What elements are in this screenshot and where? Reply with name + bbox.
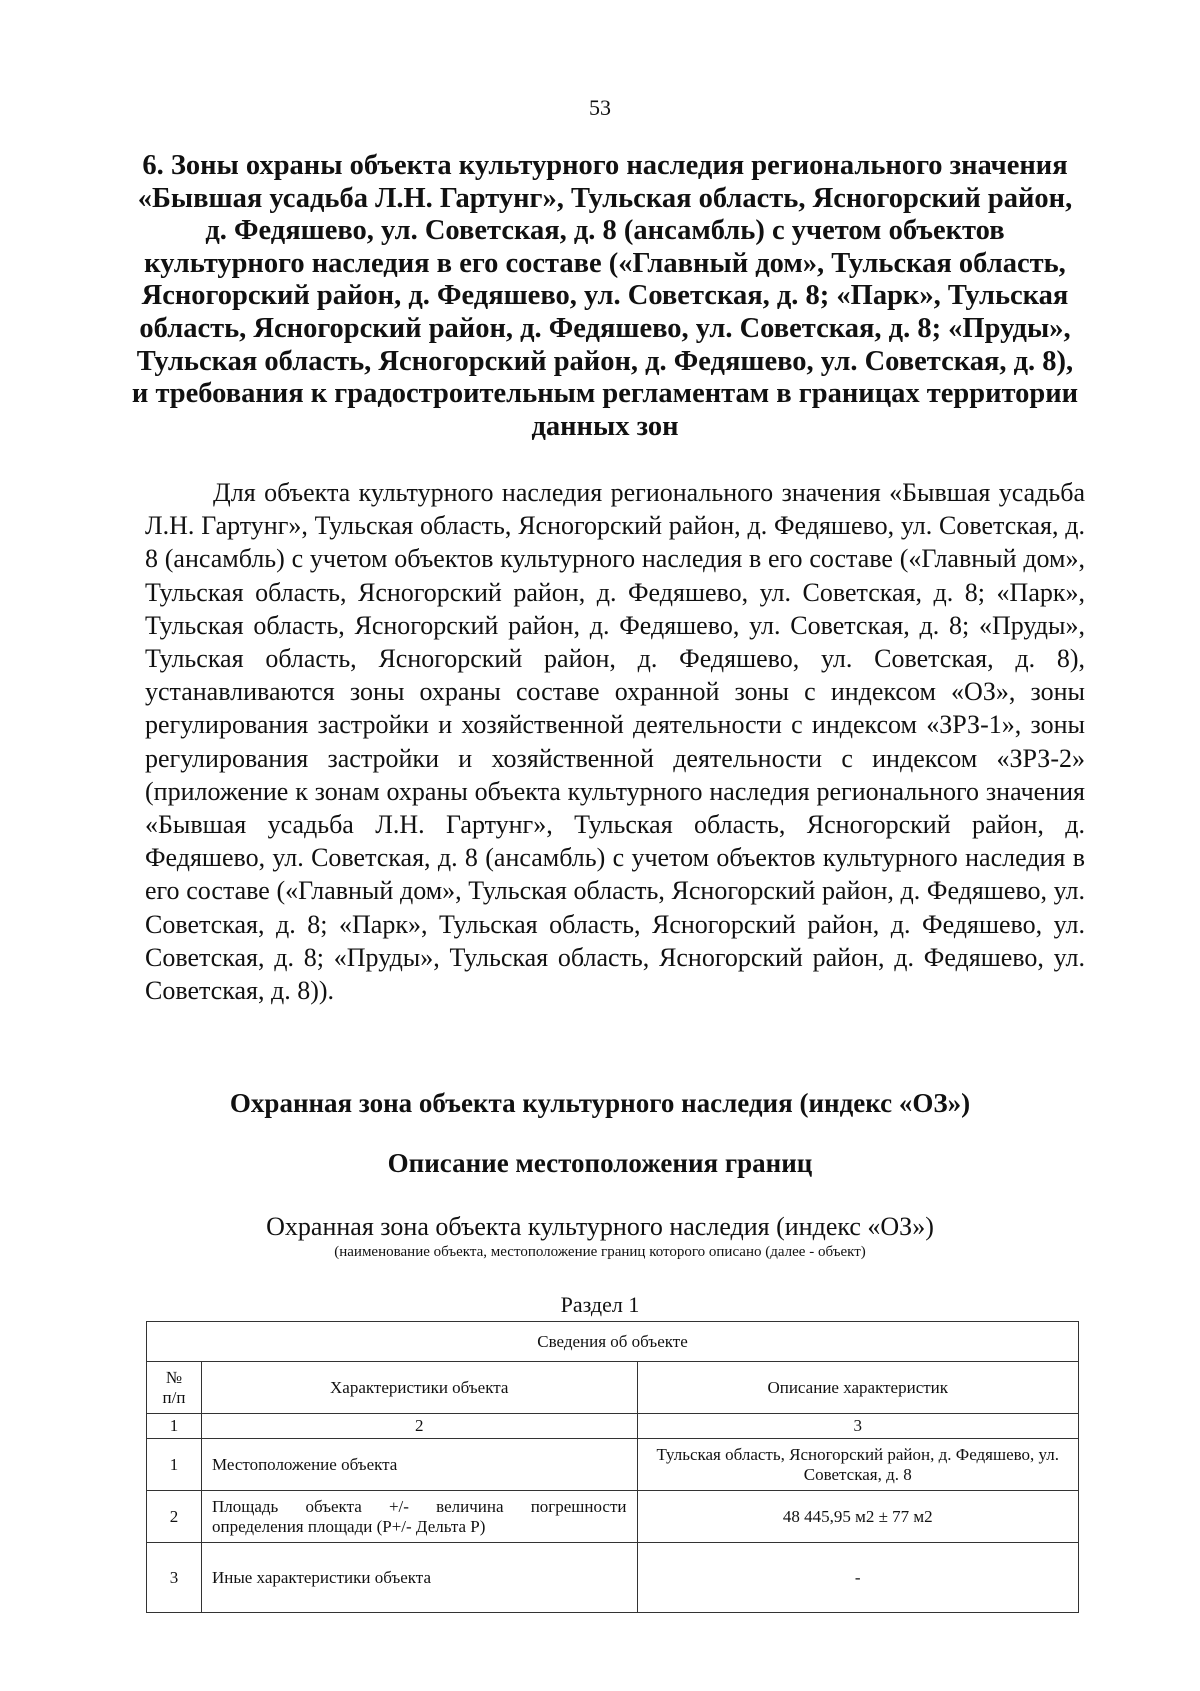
column-number: 1	[147, 1414, 202, 1439]
column-header-number: № п/п	[147, 1362, 202, 1414]
column-number-row	[147, 1414, 1079, 1439]
page-number: 53	[589, 95, 611, 120]
characteristic-name: Площадь объекта +/- величина погрешности определения площади (Р+/- Дельта Р)	[201, 1491, 637, 1543]
column-number: 2	[201, 1414, 637, 1439]
section-label: Раздел 1	[560, 1292, 640, 1317]
table-row	[147, 1439, 1079, 1491]
characteristic-value: 48 445,95 м2 ± 77 м2	[637, 1491, 1079, 1543]
column-header-characteristic: Характеристики объекта	[201, 1362, 637, 1414]
characteristic-name: Местоположение объекта	[201, 1439, 637, 1491]
characteristic-value: Тульская область, Ясногорский район, д. Федяшево, ул. Советская, д. 8	[637, 1439, 1079, 1491]
characteristic-value: -	[637, 1543, 1079, 1613]
table-row	[147, 1491, 1079, 1543]
characteristic-name: Иные характеристики объекта	[201, 1543, 637, 1613]
row-number: 1	[147, 1439, 202, 1491]
section-title: 6. Зоны охраны объекта культурного наследия регионального значения «Бывшая усадьба Л.Н. Гартунг», Тульская область, Ясногорский район, д. Федяшево, ул. Советская, д. 8 (ансамбль) с учетом объектов культурного наследия в его составе («Главный дом», Тульская область, Ясногорский район, д. Федяшево, ул. Советская, д. 8; «Парк», Тульская область, Ясногорский район, д. Федяшево, ул. Советская, д. 8; «Пруды», Тульская область, Ясногорский район, д. Федяшево, ул. Советская, д. 8), и требования к градостроительным регламентам в границах территории данных зон	[131, 150, 1079, 442]
table-row	[147, 1543, 1079, 1613]
table-caption: Сведения об объекте	[147, 1322, 1079, 1362]
row-number: 3	[147, 1543, 202, 1613]
protected-zone-heading: Охранная зона объекта культурного наследия (индекс «ОЗ»)	[229, 1088, 971, 1118]
object-caption: (наименование объекта, местоположение границ которого описано (далее - объект)	[334, 1244, 866, 1260]
table-header-row	[147, 1362, 1079, 1414]
column-header-description: Описание характеристик	[637, 1362, 1079, 1414]
row-number: 2	[147, 1491, 202, 1543]
boundary-description-heading: Описание местоположения границ	[387, 1148, 813, 1178]
object-name: Охранная зона объекта культурного наследия (индекс «ОЗ»)	[266, 1212, 934, 1241]
table-caption-row	[147, 1322, 1079, 1362]
object-info-table	[146, 1321, 1079, 1613]
column-number: 3	[637, 1414, 1079, 1439]
body-paragraph: Для объекта культурного наследия регионального значения «Бывшая усадьба Л.Н. Гартунг», Тульская область, Ясногорский район, д. Федяшево, ул. Советская, д. 8 (ансамбль) с учетом объектов культурного наследия в его составе («Главный дом», Тульская область, Ясногорский район, д. Федяшево, ул. Советская, д. 8; «Парк», Тульская область, Ясногорский район, д. Федяшево, ул. Советская, д. 8; «Пруды», Тульская область, Ясногорский район, д. Федяшево, ул. Советская, д. 8), устанавливаются зоны охраны составе охранной зоны с индексом «ОЗ», зоны регулирования застройки и хозяйственной деятельности с индексом «ЗРЗ-1», зоны регулирования застройки и хозяйственной деятельности с индексом «ЗРЗ-2» (приложение к зонам охраны объекта культурного наследия регионального значения «Бывшая усадьба Л.Н. Гартунг», Тульская область, Ясногорский район, д. Федяшево, ул. Советская, д. 8 (ансамбль) с учетом объектов культурного наследия в его составе («Главный дом», Тульская область, Ясногорский район, д. Федяшево, ул. Советская, д. 8; «Парк», Тульская область, Ясногорский район, д. Федяшево, ул. Советская, д. 8; «Пруды», Тульская область, Ясногорский район, д. Федяшево, ул. Советская, д. 8)).	[145, 478, 1085, 1006]
